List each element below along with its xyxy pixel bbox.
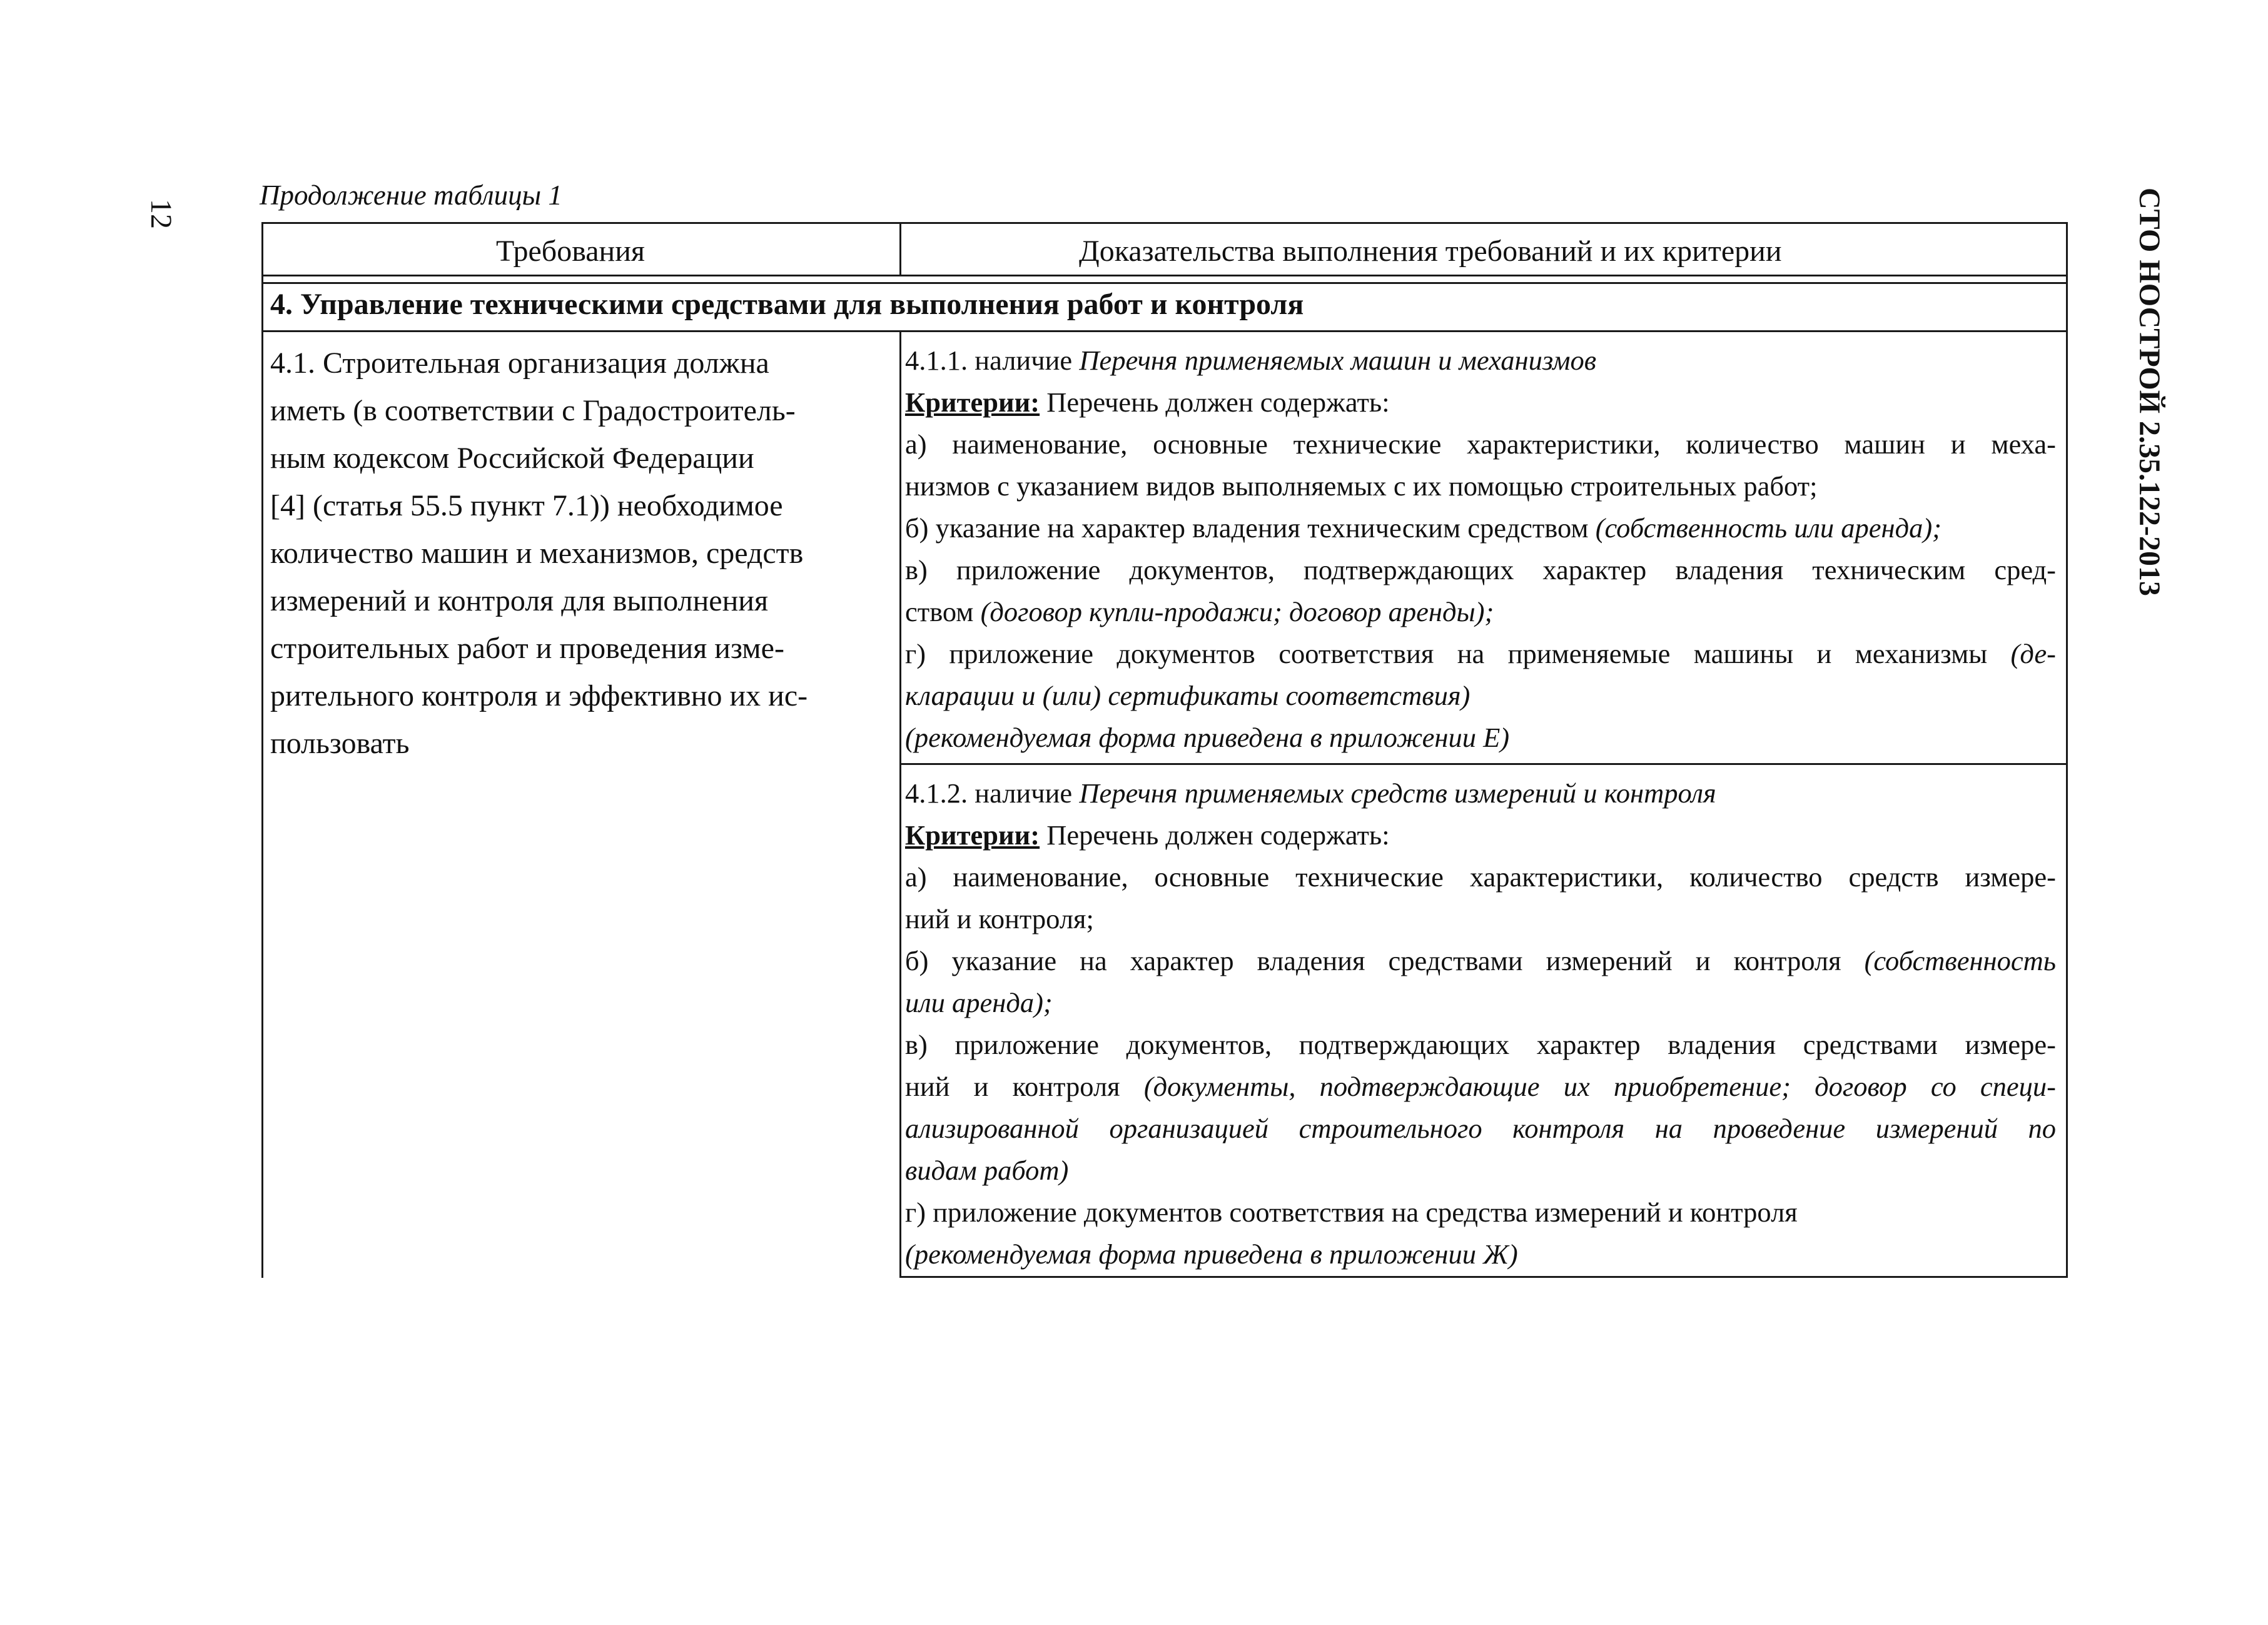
header-requirements: Требования bbox=[496, 235, 645, 268]
criterion-g: г) приложение документов соответствия на применяемые машины и механизмы (де- bbox=[905, 638, 2056, 669]
criterion-a: а) наименование, основные технические характеристики, количество средств измере- bbox=[905, 861, 2056, 893]
criterion-b: б) указание на характер владения средствами измерений и контроля (собственность bbox=[905, 945, 2056, 976]
evidence-title: 4.1.1. наличие Перечня применяемых машин и механизмов bbox=[905, 345, 1597, 376]
requirement-line: рительного контроля и эффективно их ис- bbox=[270, 679, 808, 712]
recommended-form-note: (рекомендуемая форма приведена в приложении Ж) bbox=[905, 1238, 1518, 1270]
section-title: 4. Управление техническими средствами для выполнения работ и контроля bbox=[270, 288, 1304, 321]
criteria-label: Критерии: bbox=[905, 387, 1040, 418]
requirement-line: иметь (в соответствии с Градостроитель- bbox=[270, 394, 796, 427]
criterion-v-cont: ний и контроля (документы, подтверждающие их приобретение; договор со специ- bbox=[905, 1071, 2057, 1102]
criterion-g-cont: кларации и (или) сертификаты соответствия) bbox=[905, 680, 1471, 711]
criteria-label: Критерии: bbox=[905, 819, 1040, 851]
criteria-line: Критерии: Перечень должен содержать: bbox=[905, 387, 1390, 418]
page-number: 12 bbox=[144, 199, 178, 229]
requirement-line: 4.1. Строительная организация должна bbox=[270, 347, 769, 380]
criterion-v: в) приложение документов, подтверждающих характер владения средствами измере- bbox=[905, 1029, 2056, 1060]
criteria-line: Критерии: Перечень должен содержать: bbox=[905, 819, 1390, 851]
criterion-a-cont: ний и контроля; bbox=[905, 903, 1094, 934]
criterion-g: г) приложение документов соответствия на средства измерений и контроля bbox=[905, 1197, 1798, 1228]
requirement-line: ным кодексом Российской Федерации bbox=[270, 442, 754, 475]
requirement-line: пользовать bbox=[270, 727, 410, 760]
requirement-line: [4] (статья 55.5 пункт 7.1)) необходимое bbox=[270, 489, 783, 522]
requirement-text bbox=[270, 340, 807, 767]
criterion-a: а) наименование, основные технические характеристики, количество машин и меха- bbox=[905, 428, 2056, 460]
table-continuation-caption: Продолжение таблицы 1 bbox=[260, 180, 562, 211]
requirement-line: измерений и контроля для выполнения bbox=[270, 584, 769, 617]
evidence-4-1-1 bbox=[905, 340, 2056, 759]
requirement-line: количество машин и механизмов, средств bbox=[270, 537, 804, 570]
criterion-v-cont: ством (договор купли-продажи; договор аренды); bbox=[905, 596, 1494, 627]
header-evidence: Доказательства выполнения требований и их критерии bbox=[1079, 235, 1782, 268]
evidence-4-1-2 bbox=[905, 772, 2056, 1275]
criterion-v-cont: ализированной организацией строительного контроля на проведение измерений по bbox=[905, 1113, 2056, 1144]
criterion-b: б) указание на характер владения техническим средством (собственность или аренда); bbox=[905, 512, 1941, 544]
requirement-line: строительных работ и проведения изме- bbox=[270, 632, 784, 665]
criterion-a-cont: низмов с указанием видов выполняемых с их помощью строительных работ; bbox=[905, 470, 1818, 502]
criterion-v: в) приложение документов, подтверждающих характер владения техническим сред- bbox=[905, 554, 2056, 585]
document-code: СТО НОСТРОЙ 2.35.122-2013 bbox=[2133, 188, 2166, 597]
recommended-form-note: (рекомендуемая форма приведена в приложении Е) bbox=[905, 722, 1510, 753]
evidence-title: 4.1.2. наличие Перечня применяемых средств измерений и контроля bbox=[905, 777, 1716, 809]
criterion-b-cont: или аренда); bbox=[905, 987, 1053, 1018]
criterion-v-cont: видам работ) bbox=[905, 1155, 1069, 1186]
